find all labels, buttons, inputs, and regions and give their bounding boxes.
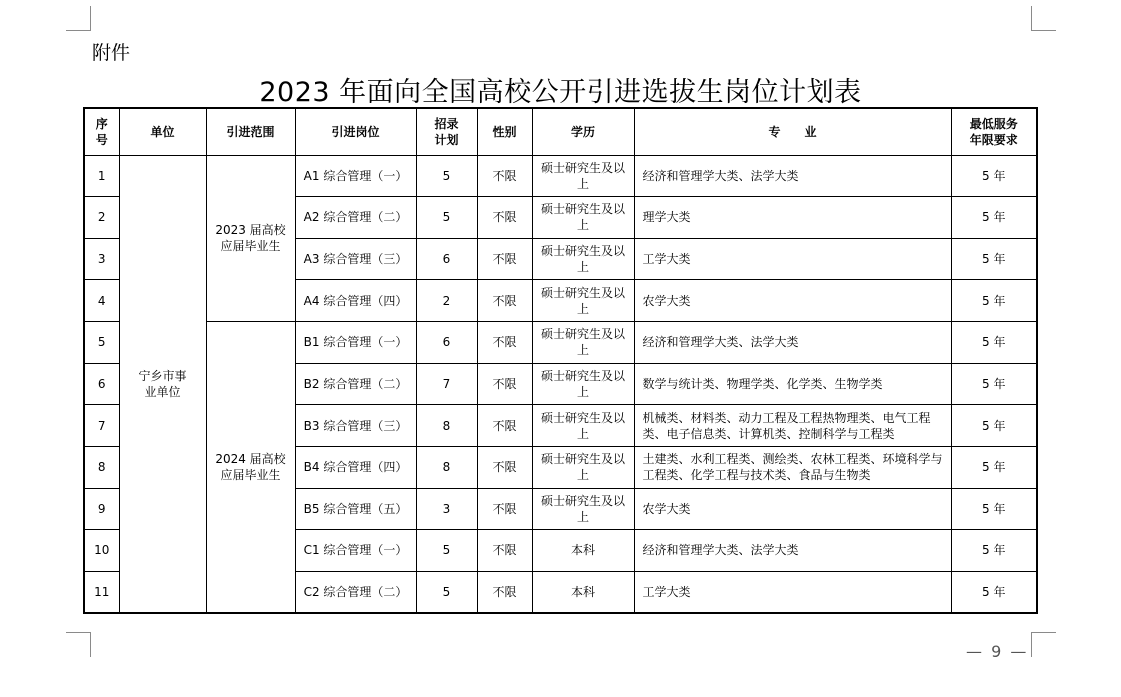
header-major: 专 业 [634, 108, 951, 155]
cell-major: 农学大类 [634, 488, 951, 530]
cell-gender: 不限 [477, 238, 532, 280]
table-header-row [84, 108, 1037, 155]
cell-service: 5 年 [951, 280, 1037, 322]
cell-major: 经济和管理学大类、法学大类 [634, 155, 951, 197]
cell-service: 5 年 [951, 197, 1037, 239]
cell-post: A3 综合管理（三） [295, 238, 416, 280]
cell-gender: 不限 [477, 280, 532, 322]
header-unit: 单位 [119, 108, 206, 155]
crop-mark-bottom-left [66, 632, 91, 657]
cell-post: B3 综合管理（三） [295, 405, 416, 447]
header-seq: 序号 [84, 108, 119, 155]
cell-major: 理学大类 [634, 197, 951, 239]
cell-major: 经济和管理学大类、法学大类 [634, 322, 951, 364]
cell-education: 硕士研究生及以上 [532, 488, 634, 530]
cell-education: 硕士研究生及以上 [532, 197, 634, 239]
cell-scope: 2023 届高校应届毕业生 [206, 155, 295, 322]
cell-post: A1 综合管理（一） [295, 155, 416, 197]
cell-post: A4 综合管理（四） [295, 280, 416, 322]
cell-education: 硕士研究生及以上 [532, 405, 634, 447]
cell-major: 数学与统计类、物理学类、化学类、生物学类 [634, 363, 951, 405]
header-plan: 招录计划 [416, 108, 477, 155]
cell-plan: 6 [416, 322, 477, 364]
header-post: 引进岗位 [295, 108, 416, 155]
cell-service: 5 年 [951, 571, 1037, 613]
cell-seq: 8 [84, 446, 119, 488]
cell-service: 5 年 [951, 155, 1037, 197]
table-row [84, 155, 1037, 197]
cell-gender: 不限 [477, 488, 532, 530]
cell-gender: 不限 [477, 155, 532, 197]
cell-major: 工学大类 [634, 238, 951, 280]
cell-plan: 5 [416, 197, 477, 239]
cell-plan: 3 [416, 488, 477, 530]
header-service: 最低服务年限要求 [951, 108, 1037, 155]
document-title: 2023 年面向全国高校公开引进选拔生岗位计划表 [259, 77, 862, 108]
cell-post: B5 综合管理（五） [295, 488, 416, 530]
cell-education: 硕士研究生及以上 [532, 238, 634, 280]
header-gender: 性别 [477, 108, 532, 155]
cell-plan: 8 [416, 405, 477, 447]
cell-seq: 4 [84, 280, 119, 322]
cell-seq: 10 [84, 530, 119, 572]
cell-service: 5 年 [951, 322, 1037, 364]
cell-seq: 6 [84, 363, 119, 405]
cell-plan: 5 [416, 571, 477, 613]
cell-education: 硕士研究生及以上 [532, 322, 634, 364]
cell-plan: 7 [416, 363, 477, 405]
cell-service: 5 年 [951, 405, 1037, 447]
cell-education: 硕士研究生及以上 [532, 280, 634, 322]
cell-unit: 宁乡市事业单位 [119, 155, 206, 613]
cell-major: 机械类、材料类、动力工程及工程热物理类、电气工程类、电子信息类、计算机类、控制科学与工程类 [634, 405, 951, 447]
cell-service: 5 年 [951, 363, 1037, 405]
cell-post: C2 综合管理（二） [295, 571, 416, 613]
cell-education: 硕士研究生及以上 [532, 155, 634, 197]
crop-mark-top-left [66, 6, 91, 31]
cell-education: 硕士研究生及以上 [532, 446, 634, 488]
cell-post: C1 综合管理（一） [295, 530, 416, 572]
cell-education: 硕士研究生及以上 [532, 363, 634, 405]
cell-seq: 2 [84, 197, 119, 239]
cell-gender: 不限 [477, 322, 532, 364]
cell-major: 工学大类 [634, 571, 951, 613]
cell-gender: 不限 [477, 446, 532, 488]
crop-mark-top-right [1031, 6, 1056, 31]
cell-service: 5 年 [951, 488, 1037, 530]
attachment-label: 附件 [92, 42, 131, 64]
cell-post: A2 综合管理（二） [295, 197, 416, 239]
cell-major: 农学大类 [634, 280, 951, 322]
cell-gender: 不限 [477, 571, 532, 613]
cell-plan: 8 [416, 446, 477, 488]
cell-seq: 3 [84, 238, 119, 280]
cell-gender: 不限 [477, 363, 532, 405]
position-plan-table [83, 107, 1038, 614]
cell-post: B4 综合管理（四） [295, 446, 416, 488]
cell-service: 5 年 [951, 238, 1037, 280]
cell-plan: 6 [416, 238, 477, 280]
page-number: — 9 — [966, 642, 1029, 661]
cell-scope: 2024 届高校应届毕业生 [206, 322, 295, 613]
cell-post: B2 综合管理（二） [295, 363, 416, 405]
header-education: 学历 [532, 108, 634, 155]
cell-plan: 5 [416, 155, 477, 197]
cell-major: 经济和管理学大类、法学大类 [634, 530, 951, 572]
cell-seq: 5 [84, 322, 119, 364]
cell-service: 5 年 [951, 530, 1037, 572]
crop-mark-bottom-right [1031, 632, 1056, 657]
cell-service: 5 年 [951, 446, 1037, 488]
cell-plan: 2 [416, 280, 477, 322]
cell-seq: 9 [84, 488, 119, 530]
cell-seq: 7 [84, 405, 119, 447]
header-scope: 引进范围 [206, 108, 295, 155]
cell-education: 本科 [532, 530, 634, 572]
cell-gender: 不限 [477, 197, 532, 239]
cell-education: 本科 [532, 571, 634, 613]
cell-gender: 不限 [477, 405, 532, 447]
cell-major: 土建类、水利工程类、测绘类、农林工程类、环境科学与工程类、化学工程与技术类、食品与生物类 [634, 446, 951, 488]
cell-gender: 不限 [477, 530, 532, 572]
cell-seq: 1 [84, 155, 119, 197]
cell-seq: 11 [84, 571, 119, 613]
table-body [84, 155, 1037, 613]
table-row [84, 322, 1037, 364]
cell-post: B1 综合管理（一） [295, 322, 416, 364]
cell-plan: 5 [416, 530, 477, 572]
